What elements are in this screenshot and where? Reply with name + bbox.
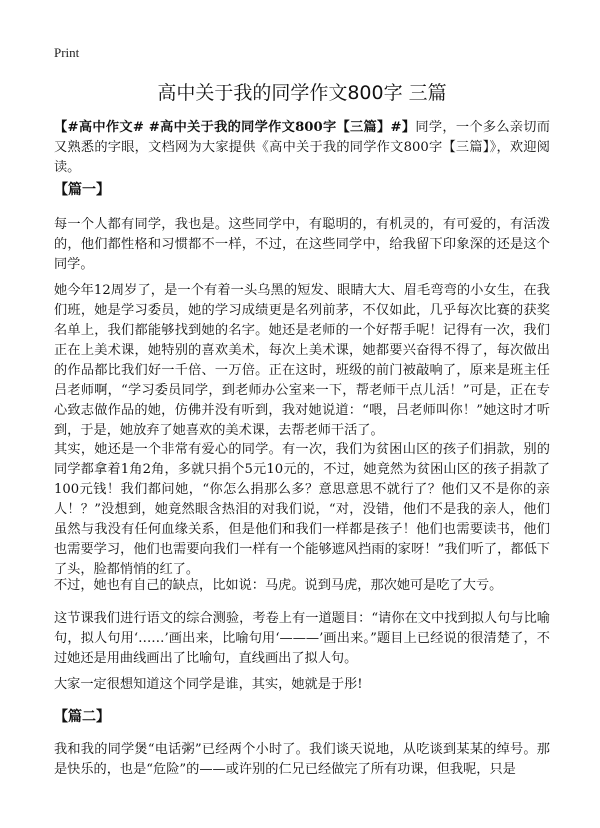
section-heading-1: 【篇一】 bbox=[54, 182, 110, 198]
paragraph-1-4: 不过，她也有自己的缺点，比如说：马虎。说到马虎，那次她可是吃了大亏。 bbox=[54, 578, 503, 593]
print-label: Print bbox=[54, 45, 80, 60]
document-title: 高中关于我的同学作文800字 三篇 bbox=[157, 82, 447, 104]
intro-paragraph bbox=[54, 118, 550, 178]
paragraph-1-3: 其实，她还是一个非常有爱心的同学。有一次，我们为贫困山区的孩子们捐款，别的同学都拿着1角2角，多就只捐个5元10元的，不过，她竟然为贫困山区的孩子捐款了100元钱！我们都问她，“你怎么捐那么多？意思意思不就行了？他们又不是你的亲人！？”没想到，她竟然眼含热泪的对我们说，“对，没错，他们不是我的亲人，他们虽然与我没有任何血缘关系，但是他们和我们一样都是孩子！他们也需要读书，他们也需要学习，他们也需要向我们一样有一个能够遮风挡雨的家呀！”我们听了，都低下了头，脸都悄悄的红了。 bbox=[54, 442, 550, 577]
paragraph-1-5: 这节课我们进行语文的综合测验，考卷上有一道题目：“请你在文中找到拟人句与比喻句，拟人句用‘……’画出来，比喻句用‘———’画出来。”题目上已经说的很清楚了，不过她还是用曲线画出了比喻句，直线画出了拟人句。 bbox=[54, 611, 550, 666]
paragraph-1-6: 大家一定很想知道这个同学是谁，其实，她就是于彤! bbox=[54, 677, 363, 692]
paragraph-1-2: 她今年12周岁了，是一个有着一头乌黑的短发、眼睛大大、眉毛弯弯的小女生，在我们班，她是学习委员，她的学习成绩更是名列前茅，不仅如此，几乎每次比赛的获奖名单上，我们都能够找到她的名字。她还是老师的一个好帮手呢！记得有一次，我们正在上美术课，她特别的喜欢美术，每次上美术课，她都要兴奋得不得了，每次做出的作品都比我们好一千倍、一万倍。正在这时，班级的前门被敲响了，原来是班主任吕老师啊，“学习委员同学，到老师办公室来一下，帮老师干点儿活！”可是，正在专心致志做作品的她，仿佛并没有听到，我对她说道：“喂，吕老师叫你！”她这时才听到，于是，她放弃了她喜欢的美术课，去帮老师干活了。 bbox=[54, 283, 550, 438]
paragraph-2-1: 我和我的同学煲“电话粥”已经两个小时了。我们谈天说地，从吃谈到某某的绰号。那是快乐的，也是“危险”的——或许别的仁兄已经做完了所有功课，但我呢，只是 bbox=[54, 742, 550, 777]
intro-tag-line: 【#高中作文# #高中关于我的同学作文800字【三篇】#】 bbox=[54, 120, 416, 135]
section-heading-2: 【篇二】 bbox=[54, 709, 110, 725]
intro-text: 同学，一个多么亲切而又熟悉的字眼，文档网为大家提供《高中关于我的同学作文800字【三篇】》，欢迎阅读。 bbox=[54, 120, 550, 175]
paragraph-1-1: 每一个人都有同学，我也是。这些同学中，有聪明的，有机灵的，有可爱的，有活泼的，他们都性格和习惯都不一样，不过，在这些同学中，给我留下印象深的还是这个同学。 bbox=[54, 217, 550, 272]
